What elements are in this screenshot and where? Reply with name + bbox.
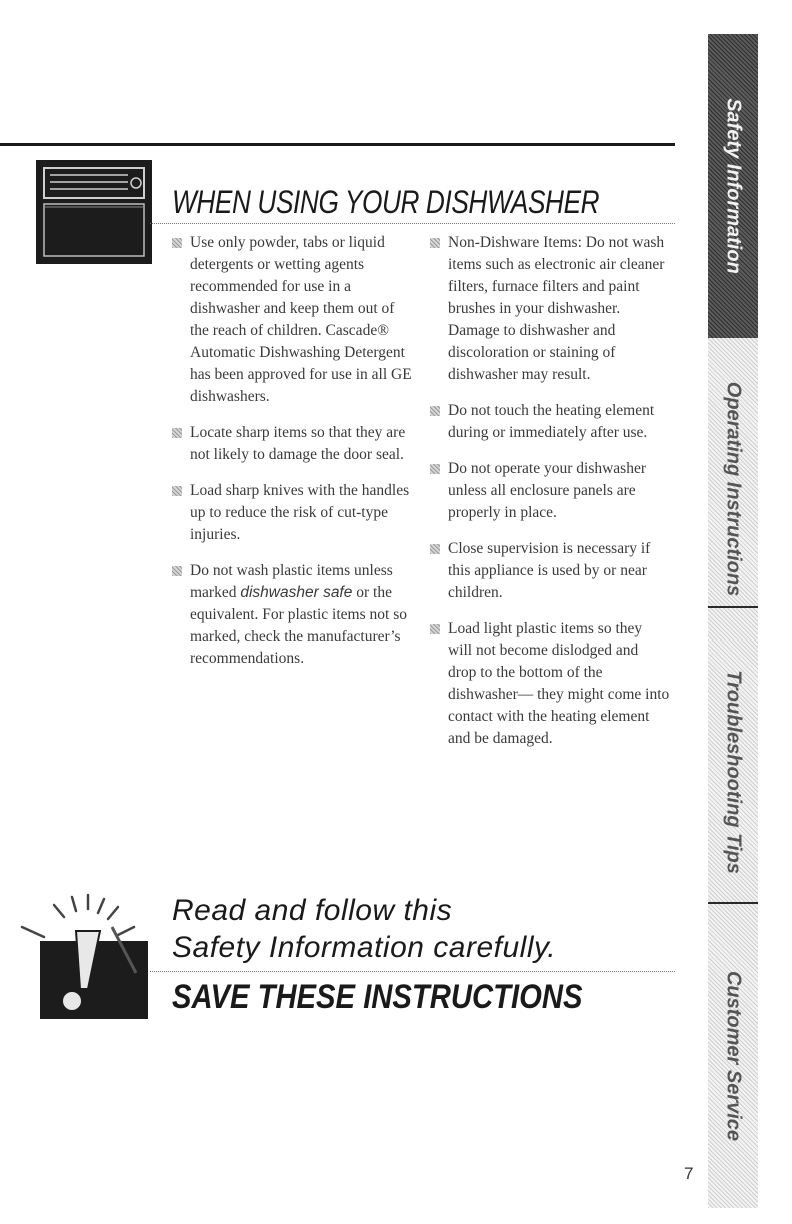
tab-safety-information[interactable] (708, 34, 758, 338)
bullet-icon (172, 238, 182, 248)
title-rule (150, 223, 675, 224)
tab-separator (708, 606, 758, 608)
bullet-icon (172, 566, 182, 576)
emphasis-text: dishwasher safe (240, 584, 353, 601)
list-item: Load light plastic items so they will not become dislodged and drop to the bottom of the dishwasher— they might come into contact with the heating element and be damaged. (430, 618, 670, 750)
warning-exclamation-icon (14, 893, 154, 1021)
tab-customer-service[interactable] (708, 904, 758, 1208)
bullet-icon (172, 428, 182, 438)
tab-label: Operating Instructions (722, 381, 745, 597)
dishwasher-icon (36, 160, 152, 264)
list-item: Use only powder, tabs or liquid detergents or wetting agents recommended for use in a dishwasher and keep them out of the reach of children. Cascade® Automatic Dishwashing Detergent has been approved for use in all GE dishwashers. (172, 232, 412, 408)
list-item: Do not wash plastic items unless marked dishwasher safe or the equivalent. For plastic items not so marked, check the manufacturer’s recommendations. (172, 560, 412, 670)
side-tabs (708, 34, 758, 1208)
tab-troubleshooting-tips[interactable] (708, 640, 758, 904)
tab-operating-instructions[interactable] (708, 338, 758, 640)
left-column (172, 232, 412, 684)
page-number: 7 (684, 1164, 694, 1183)
top-rule (0, 143, 675, 146)
save-rule (150, 971, 675, 972)
tab-label: Safety Information (722, 98, 745, 274)
bullet-icon (172, 486, 182, 496)
list-item: Close supervision is necessary if this appliance is used by or near children. (430, 538, 670, 604)
bullet-icon (430, 464, 440, 474)
right-column (430, 232, 670, 764)
list-item: Do not operate your dishwasher unless all enclosure panels are properly in place. (430, 458, 670, 524)
bullet-icon (430, 624, 440, 634)
save-instructions: SAVE THESE INSTRUCTIONS (172, 978, 583, 1016)
bullet-icon (430, 238, 440, 248)
list-item: Load sharp knives with the handles up to reduce the risk of cut-type injuries. (172, 480, 412, 546)
tab-label: Customer Service (722, 970, 745, 1142)
list-item: Non-Dishware Items: Do not wash items such as electronic air cleaner filters, furnace filters and paint brushes in your dishwasher. Damage to dishwasher and discoloration or staining of dishwasher may result. (430, 232, 670, 386)
bullet-icon (430, 544, 440, 554)
section-title: WHEN USING YOUR DISHWASHER (172, 184, 600, 220)
list-item: Do not touch the heating element during or immediately after use. (430, 400, 670, 444)
safety-information-line: Safety Information carefully. (172, 931, 557, 964)
read-follow-line: Read and follow this (172, 894, 453, 927)
tab-label: Troubleshooting Tips (722, 670, 745, 874)
bullet-icon (430, 406, 440, 416)
list-item: Locate sharp items so that they are not likely to damage the door seal. (172, 422, 412, 466)
